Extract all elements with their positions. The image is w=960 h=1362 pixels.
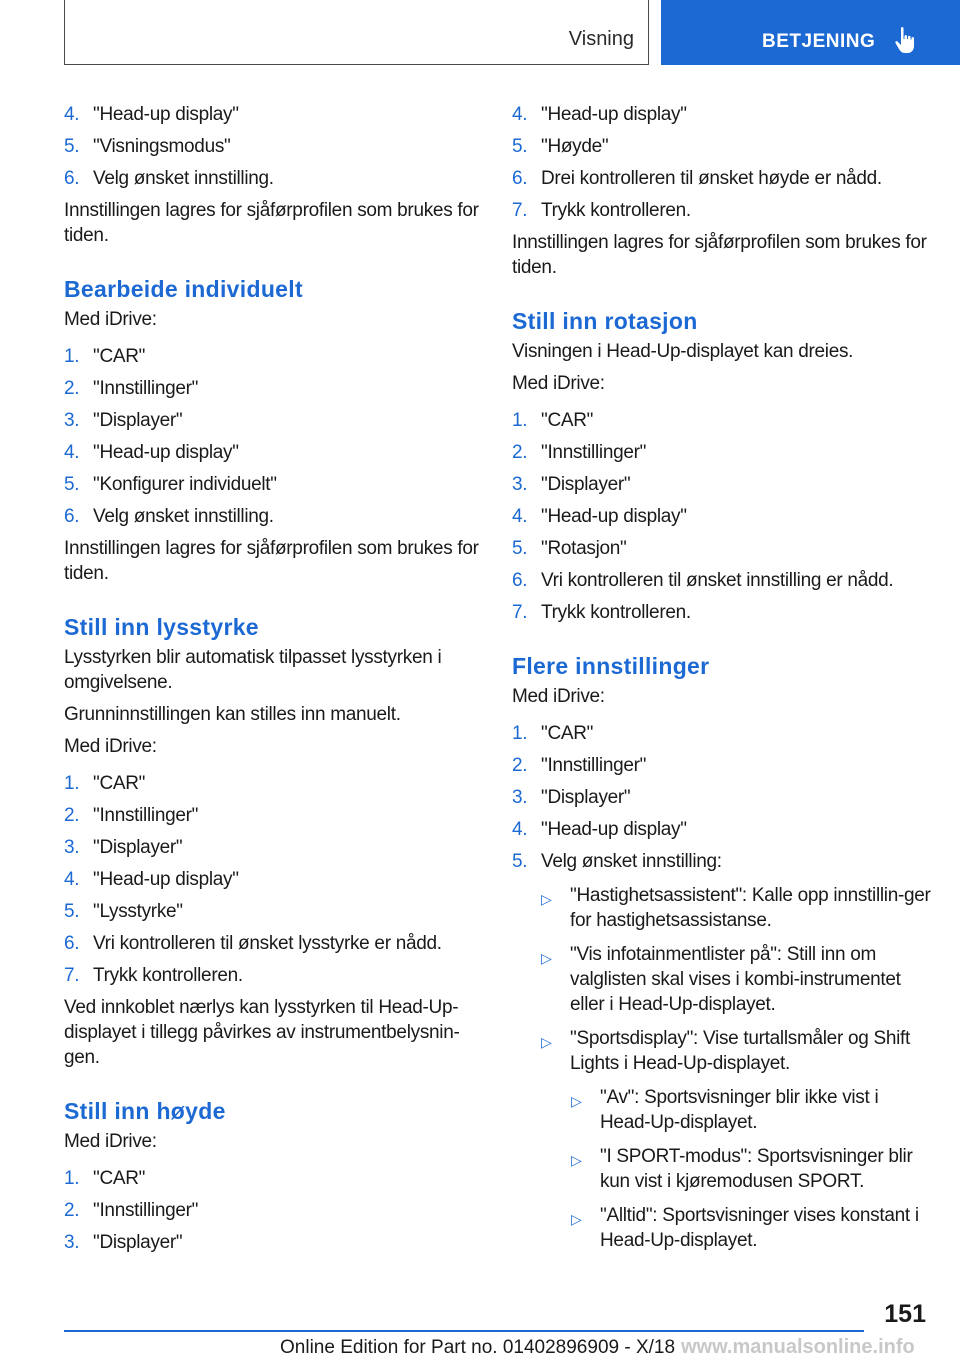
list-item: 7. Trykk kontrolleren.: [64, 965, 243, 986]
chapter-title: BETJENING: [762, 31, 876, 52]
list-item: 5. "Lysstyrke": [64, 901, 183, 922]
list-item: 1. "CAR": [64, 1168, 146, 1189]
left-list-3: [64, 771, 484, 988]
triangle-bullet-icon: ▷: [541, 891, 552, 907]
list-item: 4. "Head-up display": [512, 819, 687, 840]
list-item: 6. Drei kontrolleren til ønsket høyde er nådd.: [512, 168, 882, 189]
pointing-hand-icon: [894, 26, 920, 54]
triangle-bullet-icon: ▷: [571, 1152, 582, 1168]
list-item: 4. "Head-up display": [64, 442, 239, 463]
paragraph: Innstillingen lagres for sjåførprofilen som brukes for tiden.: [64, 200, 479, 246]
triangle-bullet-icon: ▷: [571, 1211, 582, 1227]
list-item: 7. Trykk kontrolleren.: [512, 602, 691, 623]
heading-bearbeide-individuelt: Bearbeide individuelt: [64, 276, 303, 302]
sub-list-item: ▷ "Sportsdisplay": Vise turtallsmåler og Shift Lights i Head-Up-displayet.: [541, 1028, 910, 1074]
sub-list-item: ▷ "Hastighetsassistent": Kalle opp innstillin-ger for hastighetsassistanse.: [541, 885, 931, 931]
heading-still-inn-rotasjon: Still inn rotasjon: [512, 308, 698, 334]
list-item: 3. "Displayer": [64, 837, 183, 858]
list-item: 4. "Head-up display": [512, 104, 687, 125]
list-item: 5. Velg ønsket innstilling:: [512, 851, 722, 872]
list-item: 7. Trykk kontrolleren.: [512, 200, 691, 221]
left-list-1: [64, 102, 484, 191]
chapter-tab: [661, 0, 960, 65]
paragraph: Lysstyrken blir automatisk tilpasset lysstyrken i omgivelsene.: [64, 647, 442, 693]
right-list-1: [512, 102, 932, 223]
list-item: 2. "Innstillinger": [64, 378, 199, 399]
list-item: 1. "CAR": [512, 410, 594, 431]
triangle-bullet-icon: ▷: [541, 950, 552, 966]
list-item: 4. "Head-up display": [512, 506, 687, 527]
right-list-3: [512, 721, 932, 874]
paragraph: Med iDrive:: [64, 309, 157, 330]
paragraph: Med iDrive:: [64, 1131, 157, 1152]
list-item: 3. "Displayer": [64, 410, 183, 431]
paragraph: Ved innkoblet nærlys kan lysstyrken til Head-Up-displayet i tillegg påvirkes av instrumentbelysnin-gen.: [64, 997, 460, 1068]
list-item: 5. "Høyde": [512, 136, 609, 157]
sub-list-item: ▷ "Vis infotainmentlister på": Still inn om valglisten skal vises i kombi-instrumentet eller i Head-Up-displayet.: [541, 944, 901, 1015]
list-item: 1. "CAR": [64, 346, 146, 367]
list-item: 5. "Rotasjon": [512, 538, 627, 559]
left-list-2: [64, 344, 484, 529]
list-item: 3. "Displayer": [512, 787, 631, 808]
list-item: 4. "Head-up display": [64, 104, 239, 125]
left-list-4: [64, 1166, 484, 1255]
list-item: 5. "Visningsmodus": [64, 136, 231, 157]
paragraph: Visningen i Head-Up-displayet kan dreies.: [512, 341, 854, 362]
sub-sub-list-item: ▷ "Av": Sportsvisninger blir ikke vist i Head-Up-displayet.: [571, 1087, 879, 1133]
watermark: www.manualsonline.info: [681, 1336, 915, 1358]
list-item: 1. "CAR": [64, 773, 146, 794]
list-item: 2. "Innstillinger": [512, 442, 647, 463]
header-section-box: [64, 0, 649, 65]
paragraph: Grunninnstillingen kan stilles inn manuelt.: [64, 704, 401, 725]
list-item: 6. Vri kontrolleren til ønsket innstilling er nådd.: [512, 570, 894, 591]
paragraph: Med iDrive:: [512, 686, 605, 707]
right-list-2: [512, 408, 932, 625]
section-title: Visning: [568, 28, 634, 50]
list-item: 2. "Innstillinger": [64, 805, 199, 826]
sub-sub-list-item: ▷ "I SPORT-modus": Sportsvisninger blir kun vist i kjøremodusen SPORT.: [571, 1146, 913, 1192]
paragraph: Innstillingen lagres for sjåførprofilen som brukes for tiden.: [512, 232, 927, 278]
list-item: 2. "Innstillinger": [64, 1200, 199, 1221]
list-item: 6. Velg ønsket innstilling.: [64, 168, 274, 189]
list-item: 1. "CAR": [512, 723, 594, 744]
triangle-bullet-icon: ▷: [571, 1093, 582, 1109]
heading-still-inn-lysstyrke: Still inn lysstyrke: [64, 614, 259, 640]
list-item: 6. Vri kontrolleren til ønsket lysstyrke er nådd.: [64, 933, 442, 954]
right-column: [512, 102, 932, 1253]
heading-flere-innstillinger: Flere innstillinger: [512, 653, 710, 679]
list-item: 4. "Head-up display": [64, 869, 239, 890]
footer-divider: [64, 1330, 864, 1332]
list-item: 3. "Displayer": [64, 1232, 183, 1253]
list-item: 2. "Innstillinger": [512, 755, 647, 776]
list-item: 6. Velg ønsket innstilling.: [64, 506, 274, 527]
list-item: 3. "Displayer": [512, 474, 631, 495]
page-number: 151: [884, 1300, 926, 1328]
left-column: [64, 102, 484, 1255]
triangle-bullet-icon: ▷: [541, 1034, 552, 1050]
paragraph: Med iDrive:: [512, 373, 605, 394]
paragraph: Innstillingen lagres for sjåførprofilen som brukes for tiden.: [64, 538, 479, 584]
list-item: 5. "Konfigurer individuelt": [64, 474, 277, 495]
heading-still-inn-hoyde: Still inn høyde: [64, 1098, 226, 1124]
sub-sub-list-item: ▷ "Alltid": Sportsvisninger vises konstant i Head-Up-displayet.: [571, 1205, 919, 1251]
paragraph: Med iDrive:: [64, 736, 157, 757]
edition-text: Online Edition for Part no. 01402896909 - X/18: [280, 1337, 676, 1358]
